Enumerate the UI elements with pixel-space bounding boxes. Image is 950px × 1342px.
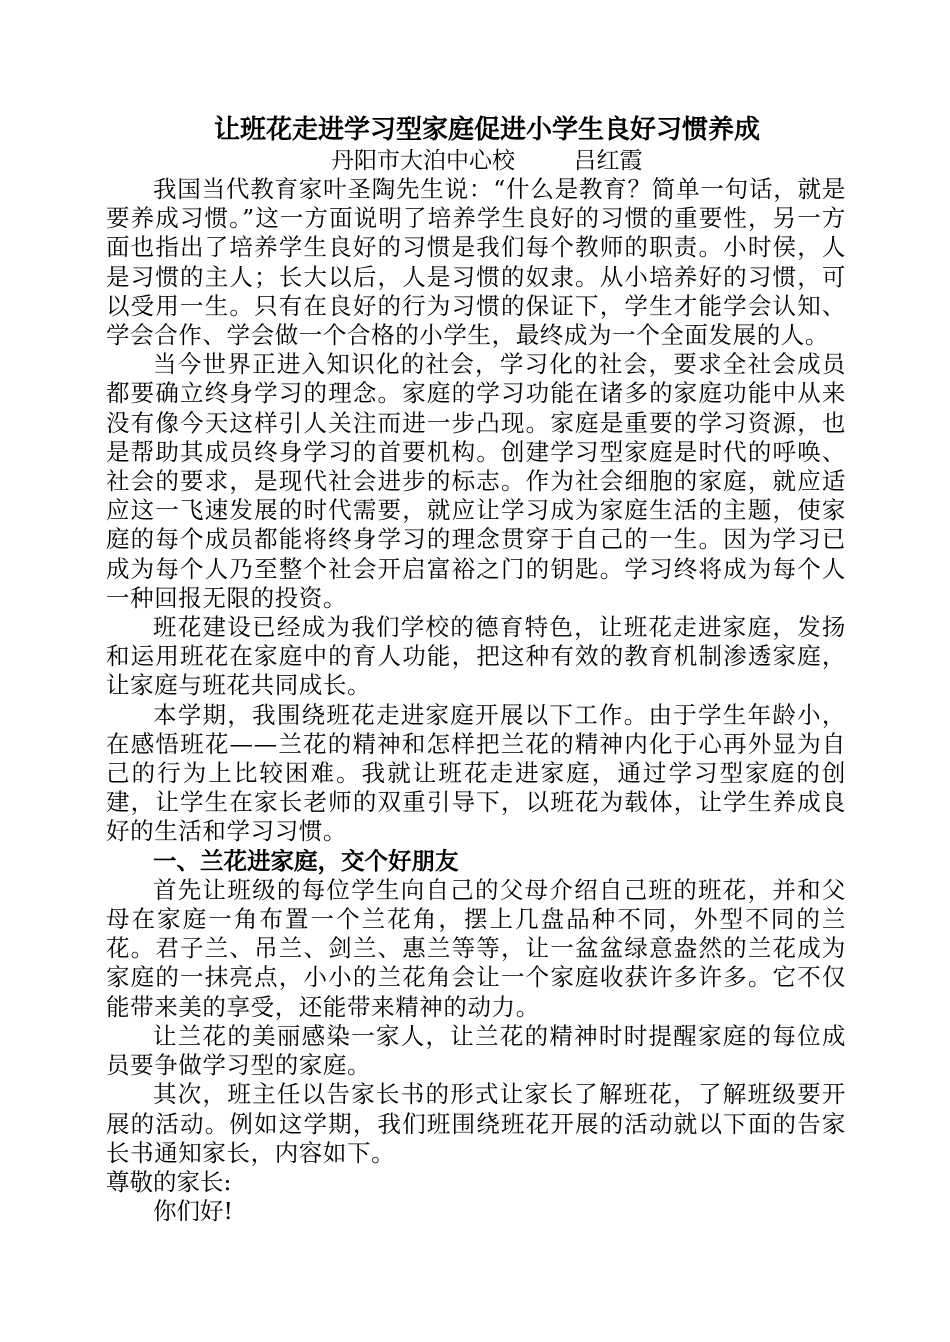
document-page [106, 112, 846, 1226]
section-paragraph-2: 让兰花的美丽感染一家人，让兰花的精神时时提醒家庭的每位成员要争做学习型的家庭。 [106, 1021, 846, 1080]
author-byline: 丹阳市大泊中心校 吕红霞 [331, 148, 643, 174]
section-heading: 一、兰花进家庭，交个好朋友 [153, 846, 459, 875]
section-paragraph-1: 首先让班级的每位学生向自己的父母介绍自己班的班花，并和父母在家庭一角布置一个兰花角，摆上几盘品种不同，外型不同的兰花。君子兰、吊兰、剑兰、惠兰等等，让一盆盆绿意盎然的兰花成为家庭的一抹亮点，小小的兰花角会让一个家庭收获许多许多。它不仅能带来美的享受，还能带来精神的动力。 [106, 875, 846, 1021]
paragraph-3: 班花建设已经成为我们学校的德育特色，让班花走进家庭，发扬和运用班花在家庭中的育人功能，把这种有效的教育机制渗透家庭，让家庭与班花共同成长。 [106, 613, 846, 700]
paragraph-1: 我国当代教育家叶圣陶先生说：“什么是教育？简单一句话，就是要养成习惯。”这一方面说明了培养学生良好的习惯的重要性，另一方面也指出了培养学生良好的习惯是我们每个教师的职责。小时侯，人是习惯的主人；长大以后，人是习惯的奴隶。从小培养好的习惯，可以受用一生。只有在良好的行为习惯的保证下，学生才能学会认知、学会合作、学会做一个合格的小学生，最终成为一个全面发展的人。 [106, 175, 846, 350]
paragraph-4: 本学期，我围绕班花走进家庭开展以下工作。由于学生年龄小，在感悟班花——兰花的精神和怎样把兰花的精神内化于心再外显为自己的行为上比较困难。我就让班花走进家庭，通过学习型家庭的创建，让学生在家长老师的双重引导下，以班花为载体，让学生养成良好的生活和学习习惯。 [106, 700, 846, 846]
section-paragraph-3: 其次，班主任以告家长书的形式让家长了解班花，了解班级要开展的活动。例如这学期，我们班围绕班花开展的活动就以下面的告家长书通知家长，内容如下。 [106, 1080, 846, 1167]
letter-greeting: 你们好! [153, 1197, 233, 1226]
paragraph-2: 当今世界正进入知识化的社会，学习化的社会，要求全社会成员都要确立终身学习的理念。家庭的学习功能在诸多的家庭功能中从来没有像今天这样引人关注而进一步凸现。家庭是重要的学习资源，也是帮助其成员终身学习的首要机构。创建学习型家庭是时代的呼唤、社会的要求，是现代社会进步的标志。作为社会细胞的家庭，就应适应这一飞速发展的时代需要，就应让学习成为家庭生活的主题，使家庭的每个成员都能将终身学习的理念贯穿于自己的一生。因为学习已成为每个人乃至整个社会开启富裕之门的钥匙。学习终将成为每个人一种回报无限的投资。 [106, 350, 846, 612]
letter-salutation: 尊敬的家长: [106, 1167, 232, 1196]
document-title: 让班花走进学习型家庭促进小学生良好习惯养成 [214, 115, 761, 145]
